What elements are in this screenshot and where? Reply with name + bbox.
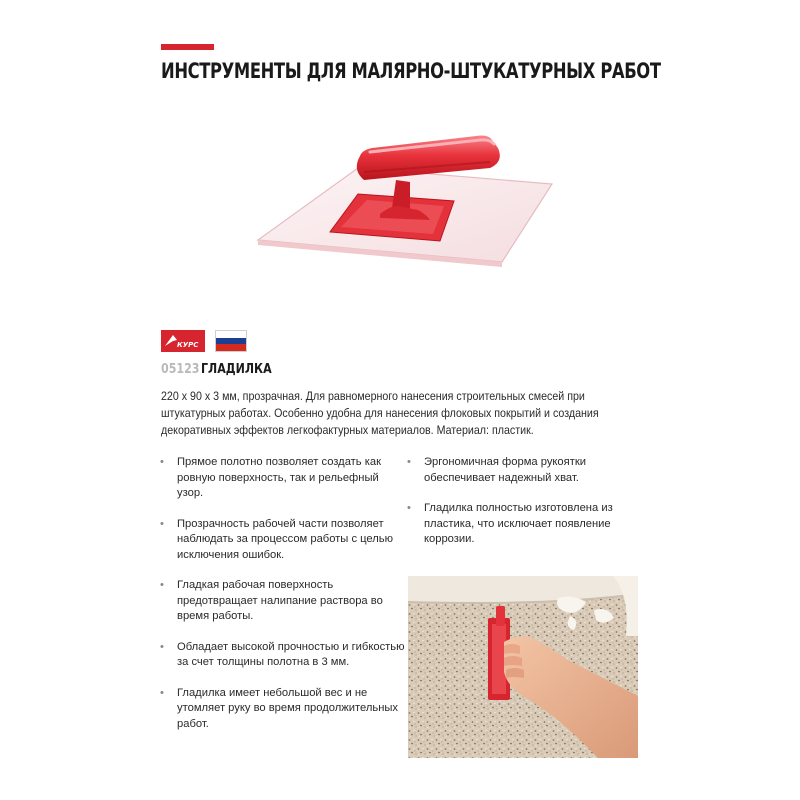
list-item: • Гладилка имеет небольшой вес и не утомляет руку во время продолжительных работ. <box>160 686 405 733</box>
product-heading <box>161 362 284 377</box>
list-item: • Прямое полотно позволяет создать как ровную поверхность, так и рельефный узор. <box>160 455 405 502</box>
usage-photo <box>408 576 638 758</box>
page-title: ИНСТРУМЕНТЫ ДЛЯ МАЛЯРНО-ШТУКАТУРНЫХ РАБОТ <box>161 59 661 83</box>
list-item: • Обладает высокой прочностью и гибкостью за счет толщины полотна в 3 мм. <box>160 640 405 671</box>
flag-stripe-red <box>216 344 246 351</box>
russia-flag-icon <box>215 330 247 352</box>
brand-logo <box>161 330 205 352</box>
list-item: • Гладилка полностью изготовлена из пластика, что исключает появление коррозии. <box>407 501 637 548</box>
flag-stripe-white <box>216 331 246 338</box>
accent-bar <box>161 44 214 50</box>
list-item: • Прозрачность рабочей части позволяет наблюдать за процессом работы с целью исключения ошибок. <box>160 517 405 564</box>
svg-text:КУРС: КУРС <box>177 341 199 349</box>
features-list-right <box>407 455 637 563</box>
flag-stripe-blue <box>216 338 246 345</box>
features-list-left <box>160 455 405 747</box>
product-name: ГЛАДИЛКА <box>201 362 272 377</box>
article-code: 05123 <box>161 362 200 377</box>
list-item: • Эргономичная форма рукоятки обеспечивает надежный хват. <box>407 455 637 486</box>
product-description: 220 х 90 х 3 мм, прозрачная. Для равномерного нанесения строительных смесей при штукатурных работах. Особенно удобна для нанесения флоковых покрытий и создания декоративных эффектов легкофактурных материалов. Материал: пластик. <box>161 390 599 437</box>
list-item: • Гладкая рабочая поверхность предотвращает налипание раствора во время работы. <box>160 578 405 625</box>
product-photo <box>240 110 570 305</box>
